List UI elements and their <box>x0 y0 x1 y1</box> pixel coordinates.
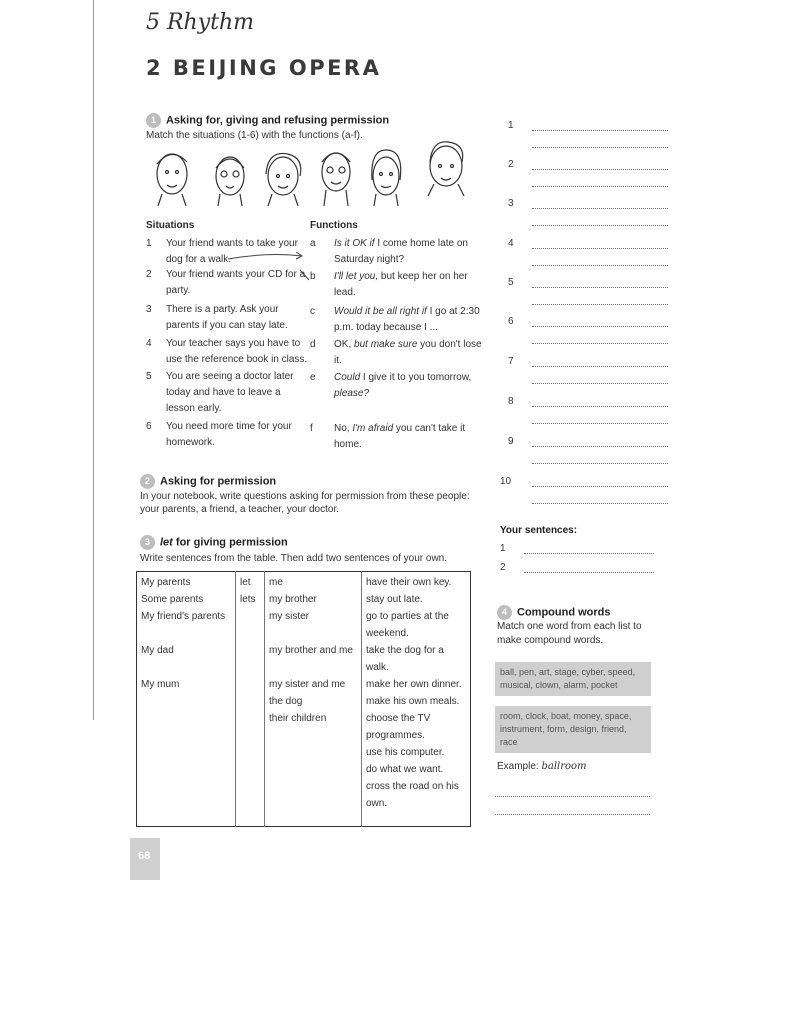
example-line <box>497 760 587 774</box>
substitution-table <box>136 571 471 827</box>
situations-heading: Situations <box>146 220 195 231</box>
exercise-number-badge: 4 <box>497 605 512 620</box>
example-label: Example: <box>497 761 539 772</box>
your-sentences-label: Your sentences: <box>500 525 578 536</box>
unit-heading: 5 Rhythm <box>146 10 255 35</box>
face-5-icon <box>372 150 401 206</box>
face-4-icon <box>322 153 350 206</box>
functions-heading: Functions <box>310 220 358 231</box>
answer-field[interactable] <box>532 343 668 344</box>
answer-field[interactable] <box>532 130 668 131</box>
exercise-number-badge: 1 <box>146 113 161 128</box>
face-1-icon <box>157 154 187 206</box>
compound-answer-field[interactable] <box>495 814 650 815</box>
answer-field[interactable] <box>532 366 668 367</box>
exercise-4-instruction: Match one word from each list to make compound words. <box>497 621 642 646</box>
table-col-verb: let lets <box>236 572 265 827</box>
exercise-1-title: Asking for, giving and refusing permission <box>166 114 390 127</box>
answer-field[interactable] <box>532 186 668 187</box>
answer-field[interactable] <box>532 169 668 170</box>
sentence-field[interactable] <box>524 553 654 554</box>
exercise-4-heading <box>497 605 611 620</box>
sentence-field[interactable] <box>524 572 654 573</box>
exercise-3-title: for giving permission <box>172 536 288 549</box>
answer-field[interactable] <box>532 208 668 209</box>
answer-field[interactable] <box>532 304 668 305</box>
page-number-tab: 68 <box>130 838 160 880</box>
answer-field[interactable] <box>532 406 668 407</box>
exercise-2-instruction-line-1: In your notebook, write questions asking for permission from these people: <box>140 491 470 502</box>
face-6-icon <box>428 142 464 196</box>
answer-field[interactable] <box>532 503 668 504</box>
word-list-2: room, clock, boat, money, space, instrument, form, design, friend, race <box>495 706 651 753</box>
answer-field[interactable] <box>532 463 668 464</box>
answer-field[interactable] <box>532 287 668 288</box>
face-3-icon <box>266 153 301 206</box>
exercise-number-badge: 3 <box>140 535 155 550</box>
exercise-number-badge: 2 <box>140 474 155 489</box>
page-edge-line <box>93 0 94 720</box>
answer-field[interactable] <box>532 326 668 327</box>
answer-field[interactable] <box>532 248 668 249</box>
answer-field[interactable] <box>532 225 668 226</box>
exercise-1-instruction: Match the situations (1-6) with the functions (a-f). <box>146 130 363 141</box>
word-list-1: ball, pen, art, stage, cyber, speed, musical, clown, alarm, pocket <box>495 662 651 696</box>
face-2-icon <box>216 157 244 206</box>
answer-field[interactable] <box>532 423 668 424</box>
exercise-3-title-keyword: let <box>160 536 173 549</box>
answer-field[interactable] <box>532 383 668 384</box>
table-col-subject: My parents Some parents My friend's parents My dad My mum <box>141 577 226 690</box>
exercise-3-instruction: Write sentences from the table. Then add two sentences of your own. <box>140 553 448 564</box>
answer-field[interactable] <box>532 147 668 148</box>
exercise-3-heading <box>140 535 288 550</box>
exercise-4-title: Compound words <box>517 606 611 619</box>
table-col-action: have their own key. stay out late. go to parties at the weekend. take the dog for a walk. make her own dinner. make his own meals. choose the TV programmes. use his computer. do what we want. cross the road on his own. <box>362 572 471 827</box>
cartoon-faces-illustration <box>148 140 478 210</box>
example-answer: ballroom <box>541 761 587 772</box>
exercise-2-title: Asking for permission <box>160 475 277 488</box>
exercise-1-heading <box>146 113 389 128</box>
compound-answer-field[interactable] <box>495 796 650 797</box>
answer-field[interactable] <box>532 446 668 447</box>
table-col-object: me my brother my sister my brother and me my sister and me the dog their children <box>265 572 362 827</box>
exercise-2-heading <box>140 474 276 489</box>
lesson-title: 2 BEIJING OPERA <box>146 56 382 80</box>
answer-field[interactable] <box>532 486 668 487</box>
exercise-2-instruction-line-2: your parents, a friend, a teacher, your doctor. <box>140 504 340 515</box>
answer-field[interactable] <box>532 265 668 266</box>
